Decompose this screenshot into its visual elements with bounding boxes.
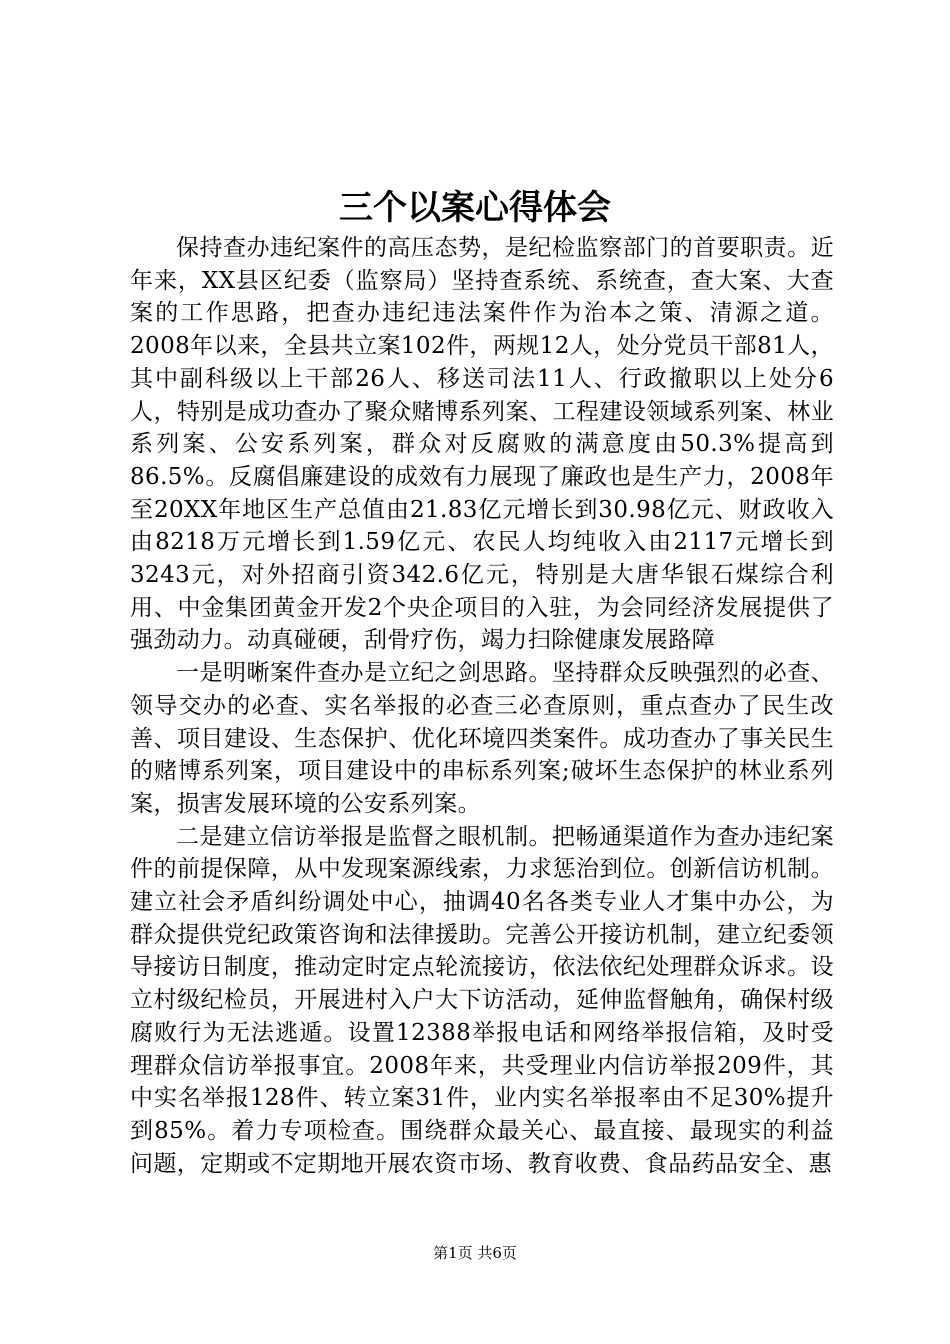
paragraph-1: 保持查办违纪案件的高压态势，是纪检监察部门的首要职责。近年来，XX县区纪委（监察局）坚持查系统、系统查，查大案、大查案的工作思路，把查办违纪违法案件作为治本之策、清源之道。2008年以来，全县共立案102件，两规12人，处分党员干部81人，其中副科级以上干部26人、移送司法11人、行政撤职以上处分6人，特别是成功查办了聚众赌博系列案、工程建设领域系列案、林业系列案、公安系列案，群众对反腐败的满意度由50.3%提高到86.5%。反腐倡廉建设的成效有力展现了廉政也是生产力，2008年至20XX年地区生产总值由21.83亿元增长到30.98亿元、财政收入由8218万元增长到1.59亿元、农民人均纯收入由2117元增长到3243元，对外招商引资342.6亿元，特别是大唐华银石煤综合利用、中金集团黄金开发2个央企项目的入驻，为会同经济发展提供了强劲动力。动真碰硬，刮骨疗伤，竭力扫除健康发展路障 (130, 235, 834, 654)
paragraph-3: 二是建立信访举报是监督之眼机制。把畅通渠道作为查办违纪案件的前提保障，从中发现案源线索，力求惩治到位。创新信访机制。建立社会矛盾纠纷调处中心，抽调40名各类专业人才集中办公，为群众提供党纪政策咨询和法律援助。完善公开接访机制，建立纪委领导接访日制度，推动定时定点轮流接访，依法依纪处理群众诉求。设立村级纪检员，开展进村入户大下访活动，延伸监督触角，确保村级腐败行为无法逃遁。设置12388举报电话和网络举报信箱，及时受理群众信访举报事宜。2008年来，共受理业内信访举报209件，其中实名举报128件、转立案31件，业内实名举报率由不足30%提升到85%。着力专项检查。围绕群众最关心、最直接、最现实的利益问题，定期或不定期地开展农资市场、教育收费、食品药品安全、惠 (130, 823, 834, 1177)
paragraph-2: 一是明晰案件查办是立纪之剑思路。坚持群众反映强烈的必查、领导交办的必查、实名举报的必查三必查原则，重点查办了民生改善、项目建设、生态保护、优化环境四类案件。成功查办了事关民生的赌博系列案，项目建设中的串标系列案;破坏生态保护的林业系列案，损害发展环境的公安系列案。 (130, 660, 834, 817)
page-footer: 第1页 共6页 (433, 1244, 517, 1262)
document-body (130, 232, 834, 1180)
document-title: 三个以案心得体会 (339, 188, 611, 228)
